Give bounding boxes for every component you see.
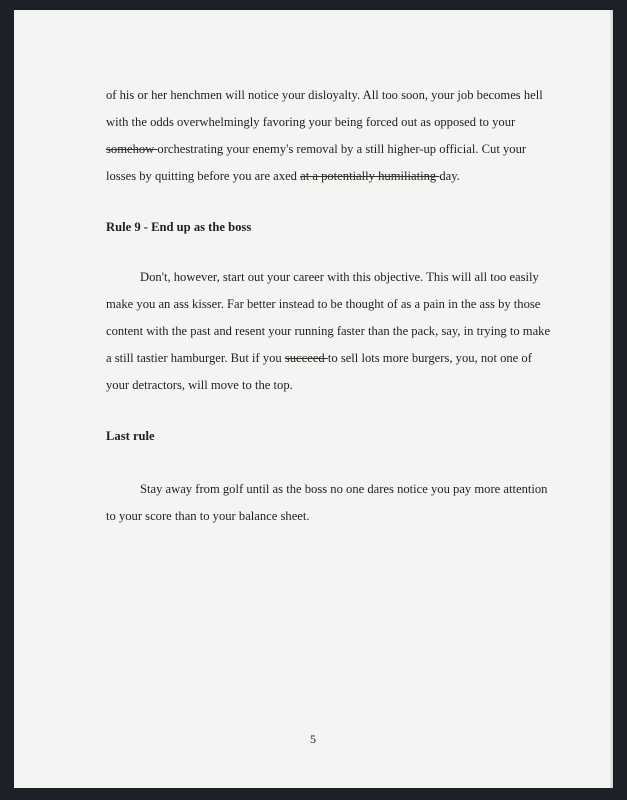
text-segment: make you an ass kisser. Far better instead to be thought of as a pain in the ass by those — [106, 297, 541, 311]
body-line — [106, 379, 293, 392]
body-line — [140, 483, 547, 496]
page-number: 5 — [310, 732, 316, 746]
paper-edge — [610, 10, 613, 788]
body-line — [106, 298, 540, 311]
text-segment: of his or her henchmen will notice your disloyalty. All too soon, your job becomes hell — [106, 88, 543, 102]
text-segment: Don't, however, start out your career with this objective. This will all too easily — [140, 270, 539, 284]
text-segment: a still tastier hamburger. But if you — [106, 351, 285, 365]
text-segment: day. — [439, 169, 460, 183]
text-segment: content with the past and resent your running faster than the pack, say, in trying to make — [106, 324, 551, 338]
section-heading-last-rule: Last rule — [106, 429, 155, 443]
body-line — [106, 325, 550, 338]
text-segment: your detractors, will move to the top. — [106, 378, 293, 392]
struck-text: somehow — [106, 142, 158, 156]
body-line — [106, 116, 515, 129]
body-line — [106, 143, 526, 156]
body-line — [106, 352, 532, 365]
body-line — [140, 271, 539, 284]
text-segment: with the odds overwhelmingly favoring your being forced out as opposed to your — [106, 115, 516, 129]
struck-text: at a potentially humiliating — [300, 169, 440, 183]
struck-text: succeed — [284, 351, 328, 365]
body-line — [106, 510, 310, 523]
paper-sheet — [14, 10, 613, 788]
text-segment: to your score than to your balance sheet. — [106, 509, 310, 523]
text-segment: losses by quitting before you are axed — [106, 169, 301, 183]
text-segment: to sell lots more burgers, you, not one of — [327, 351, 532, 365]
body-line — [106, 170, 460, 183]
text-segment: Stay away from golf until as the boss no one dares notice you pay more attention — [140, 482, 548, 496]
text-segment: orchestrating your enemy's removal by a still higher-up official. Cut your — [157, 142, 527, 156]
body-line — [106, 89, 543, 102]
section-heading-rule-9: Rule 9 - End up as the boss — [106, 220, 252, 234]
